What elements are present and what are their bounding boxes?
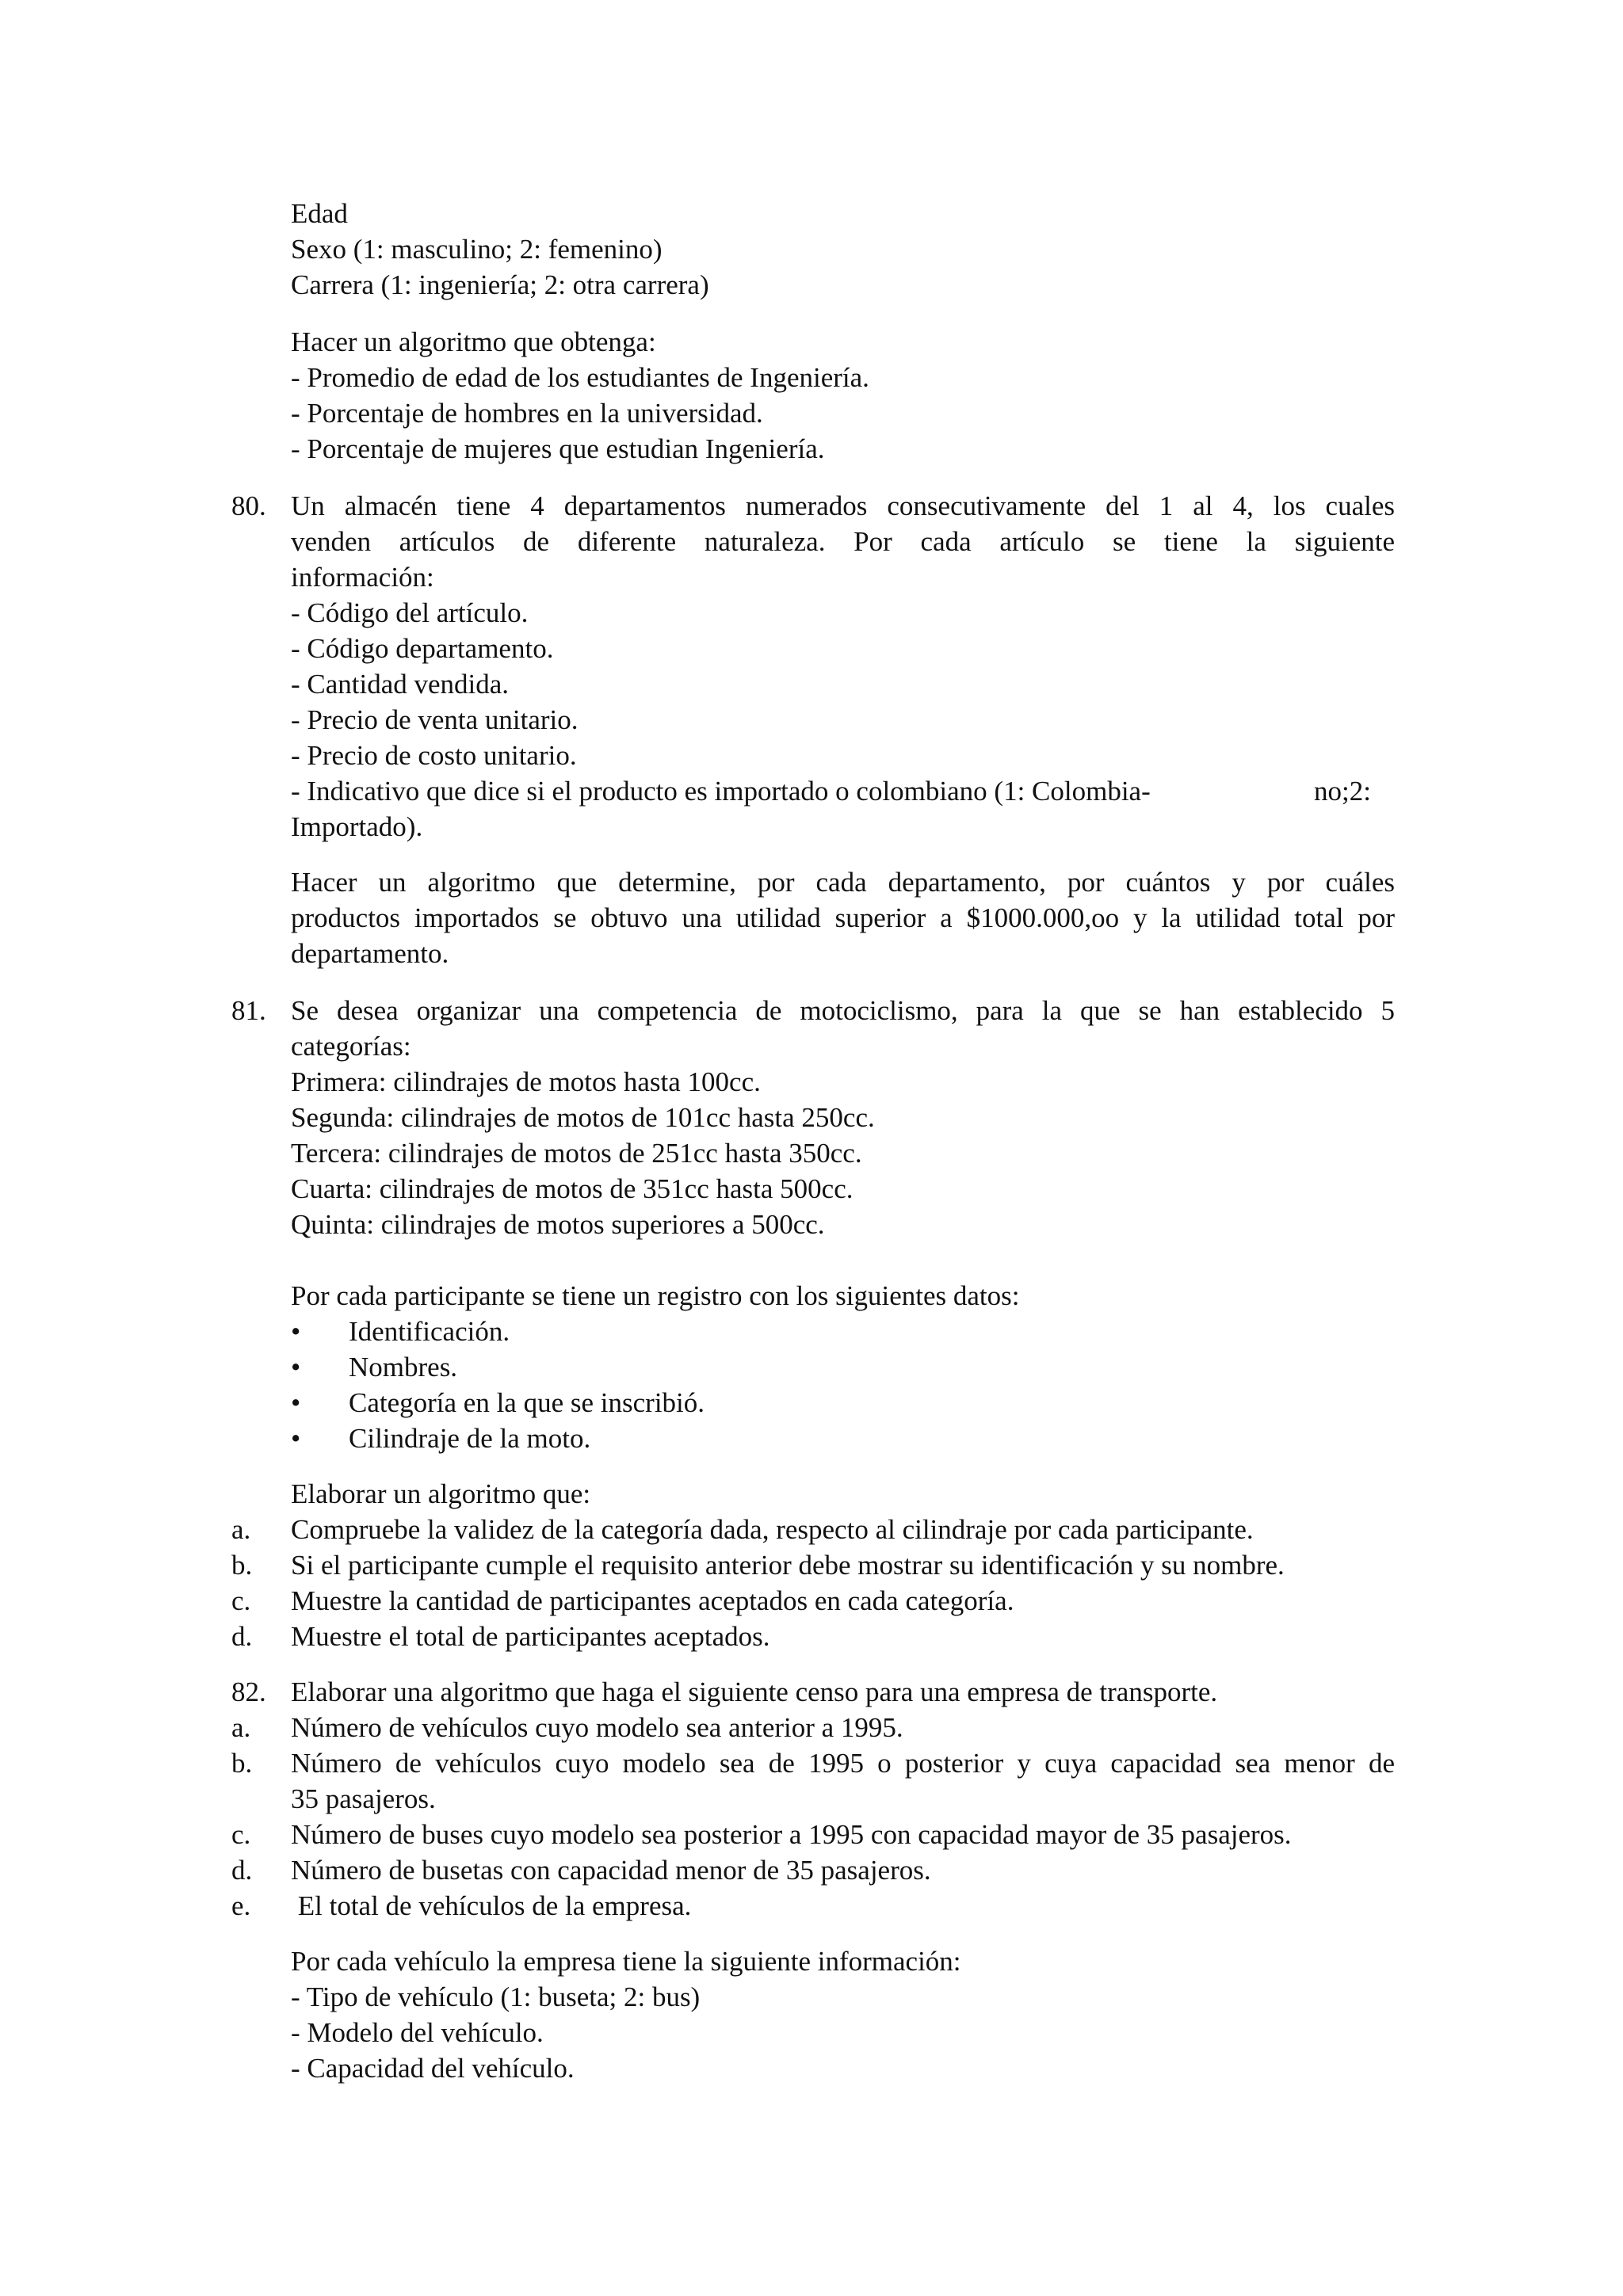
category-line: Primera: cilindrajes de motos hasta 100cc. <box>291 1066 761 1097</box>
info-item: - Tipo de vehículo (1: buseta; 2: bus) <box>291 1981 701 2012</box>
item-letter: a. <box>231 1712 251 1743</box>
list-item: - Precio de venta unitario. <box>291 704 579 735</box>
census-item: Número de buses cuyo modelo sea posterior a 1995 con capacidad mayor de 35 pasajeros. <box>291 1819 1292 1850</box>
list-item: - Código departamento. <box>291 633 554 664</box>
paragraph-line: Un almacén tiene 4 departamentos numerados consecutivamente del 1 al 4, los cuales <box>291 490 1395 521</box>
census-item-continuation: 35 pasajeros. <box>291 1783 436 1814</box>
task-line: Muestre el total de participantes aceptados. <box>291 1621 770 1652</box>
task-title: Hacer un algoritmo que obtenga: <box>291 326 656 357</box>
task-line: Compruebe la validez de la categoría dada, respecto al cilindraje por cada participante. <box>291 1514 1254 1545</box>
paragraph-line: productos importados se obtuvo una utilidad superior a $1000.000,oo y la utilidad total por <box>291 902 1395 933</box>
item-letter: d. <box>231 1855 253 1886</box>
task-line: Si el participante cumple el requisito anterior debe mostrar su identificación y su nombre. <box>291 1550 1285 1581</box>
info-title: Por cada vehículo la empresa tiene la siguiente información: <box>291 1946 961 1977</box>
category-line: Segunda: cilindrajes de motos de 101cc hasta 250cc. <box>291 1102 875 1133</box>
category-line: Tercera: cilindrajes de motos de 251cc hasta 350cc. <box>291 1138 862 1169</box>
list-item: - Indicativo que dice si el producto es importado o colombiano (1: Colombia- <box>291 776 1151 807</box>
category-line: Quinta: cilindrajes de motos superiores a 500cc. <box>291 1209 825 1240</box>
census-item: Número de vehículos cuyo modelo sea de 1995 o posterior y cuya capacidad sea menor de <box>291 1748 1395 1779</box>
record-title: Por cada participante se tiene un registro con los siguientes datos: <box>291 1280 1020 1311</box>
bullet-item: Cilindraje de la moto. <box>349 1423 591 1454</box>
list-item: - Código del artículo. <box>291 597 529 628</box>
item-letter: b. <box>231 1748 253 1779</box>
exercise-number: 82. <box>231 1676 266 1707</box>
task-title: Elaborar un algoritmo que: <box>291 1478 591 1509</box>
paragraph-line: departamento. <box>291 938 449 969</box>
bullet-item: Nombres. <box>349 1352 458 1383</box>
task-line: Muestre la cantidad de participantes aceptados en cada categoría. <box>291 1585 1014 1616</box>
census-item: Número de vehículos cuyo modelo sea anterior a 1995. <box>291 1712 903 1743</box>
paragraph-line: información: <box>291 562 434 593</box>
task-letter: a. <box>231 1514 251 1545</box>
exercise-title: Elaborar una algoritmo que haga el siguiente censo para una empresa de transporte. <box>291 1676 1218 1707</box>
field-line: Edad <box>291 198 348 229</box>
paragraph-line: Hacer un algoritmo que determine, por cada departamento, por cuántos y por cuáles <box>291 867 1395 898</box>
info-item: - Capacidad del vehículo. <box>291 2053 575 2084</box>
bullet-item: Identificación. <box>349 1316 510 1347</box>
list-item-continuation: Importado). <box>291 811 423 842</box>
exercise-number: 81. <box>231 995 266 1026</box>
paragraph-line: categorías: <box>291 1031 411 1062</box>
bullet-icon: • <box>291 1352 301 1383</box>
bullet-icon: • <box>291 1423 301 1454</box>
list-item-continuation: no;2: <box>1314 776 1371 807</box>
bullet-icon: • <box>291 1387 301 1418</box>
info-item: - Modelo del vehículo. <box>291 2017 544 2048</box>
item-letter: c. <box>231 1819 251 1850</box>
paragraph-line: venden artículos de diferente naturaleza. Por cada artículo se tiene la siguiente <box>291 526 1395 557</box>
bullet-item: Categoría en la que se inscribió. <box>349 1387 705 1418</box>
task-line: - Porcentaje de mujeres que estudian Ingeniería. <box>291 433 825 464</box>
list-item: - Precio de costo unitario. <box>291 740 577 771</box>
field-line: Carrera (1: ingeniería; 2: otra carrera) <box>291 269 709 300</box>
task-letter: c. <box>231 1585 251 1616</box>
task-line: - Promedio de edad de los estudiantes de Ingeniería. <box>291 362 869 393</box>
census-item: Número de busetas con capacidad menor de 35 pasajeros. <box>291 1855 931 1886</box>
paragraph-line: Se desea organizar una competencia de motociclismo, para la que se han establecido 5 <box>291 995 1395 1026</box>
category-line: Cuarta: cilindrajes de motos de 351cc hasta 500cc. <box>291 1173 854 1204</box>
exercise-number: 80. <box>231 490 266 521</box>
census-item: El total de vehículos de la empresa. <box>291 1890 692 1921</box>
bullet-icon: • <box>291 1316 301 1347</box>
task-letter: b. <box>231 1550 253 1581</box>
task-letter: d. <box>231 1621 253 1652</box>
item-letter: e. <box>231 1890 251 1921</box>
field-line: Sexo (1: masculino; 2: femenino) <box>291 234 663 265</box>
task-line: - Porcentaje de hombres en la universidad. <box>291 398 763 429</box>
list-item: - Cantidad vendida. <box>291 669 510 700</box>
